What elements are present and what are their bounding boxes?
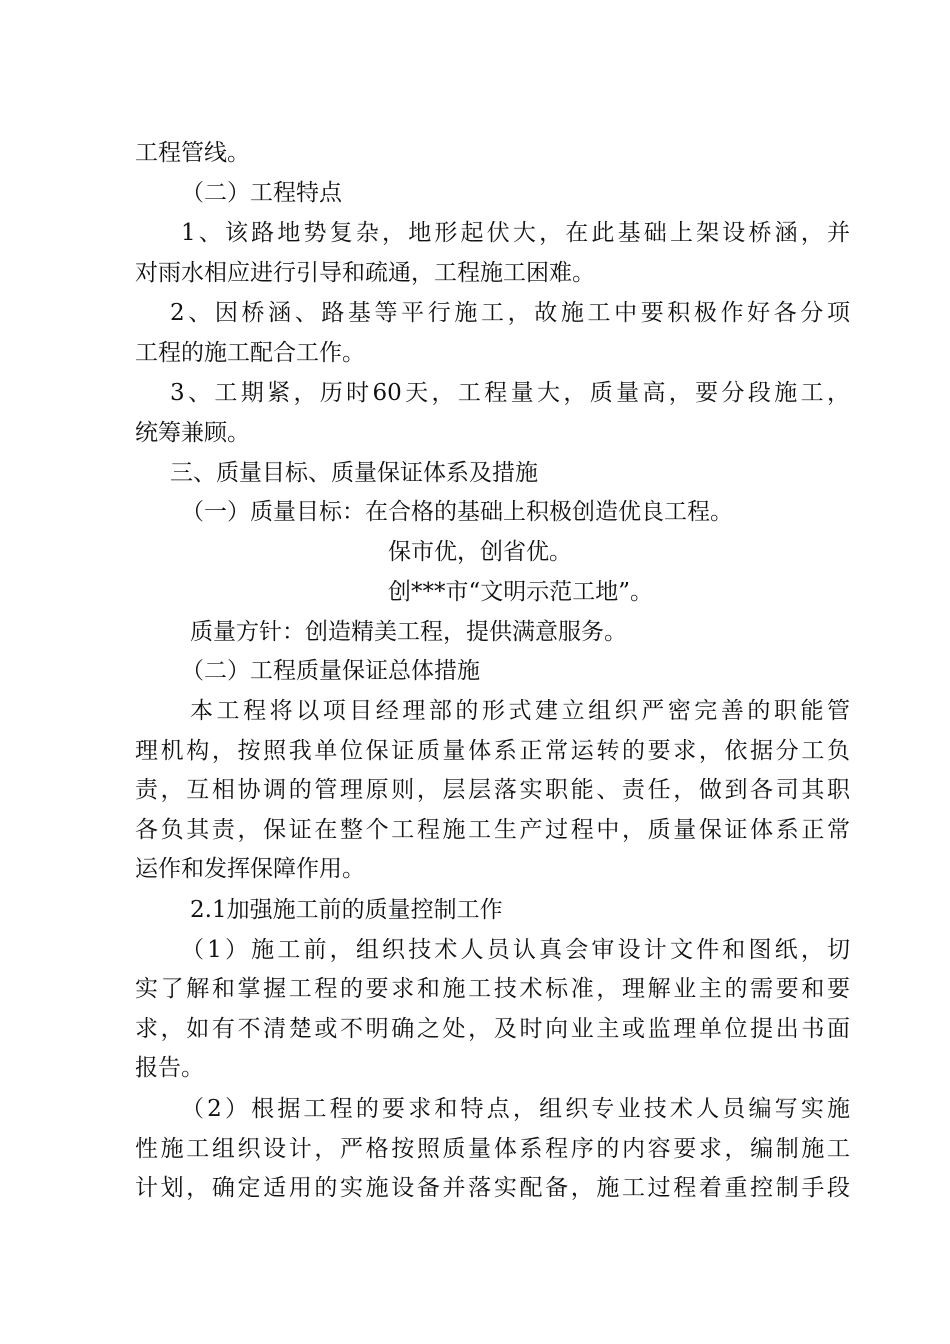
text-line: 2、因桥涵、路基等平行施工，故施工中要积极作好各分项 — [170, 300, 850, 326]
text-line: （2）根据工程的要求和特点，组织专业技术人员编写实施 — [181, 1096, 850, 1122]
text-line: 质量方针：创造精美工程，提供满意服务。 — [190, 619, 627, 645]
text-line: 工程管线。 — [135, 140, 250, 166]
section-heading: 三、质量目标、质量保证体系及措施 — [170, 460, 538, 486]
text-line: 运作和发挥保障作用。 — [135, 856, 365, 882]
text-line: 求，如有不清楚或不明确之处，及时向业主或监理单位提出书面 — [135, 1016, 850, 1042]
text-line: 责，互相协调的管理原则，层层落实职能、责任，做到各司其职 — [135, 777, 850, 803]
text-line: 1、该路地势复杂，地形起伏大，在此基础上架设桥涵，并 — [181, 220, 850, 246]
section-heading: （二）工程特点 — [181, 180, 342, 206]
text-line: 各负其责，保证在整个工程施工生产过程中，质量保证体系正常 — [135, 817, 850, 843]
section-heading: 2.1加强施工前的质量控制工作 — [190, 897, 503, 923]
text-line: （1）施工前，组织技术人员认真会审设计文件和图纸，切 — [181, 937, 850, 963]
text-line: 报告。 — [135, 1055, 204, 1081]
text-line: 创***市“文明示范工地”。 — [388, 579, 654, 605]
text-line: 保市优，创省优。 — [388, 539, 572, 565]
text-line: 实了解和掌握工程的要求和施工技术标准，理解业主的需要和要 — [135, 976, 850, 1002]
text-line: 理机构，按照我单位保证质量体系正常运转的要求，依据分工负 — [135, 738, 850, 764]
text-line: 对雨水相应进行引导和疏通，工程施工困难。 — [135, 260, 595, 286]
text-line: 本工程将以项目经理部的形式建立组织严密完善的职能管 — [190, 698, 850, 724]
text-line: 工程的施工配合工作。 — [135, 340, 365, 366]
text-line: 计划，确定适用的实施设备并落实配备，施工过程着重控制手段 — [135, 1175, 850, 1201]
text-line: 性施工组织设计，严格按照质量体系程序的内容要求，编制施工 — [135, 1136, 850, 1162]
text-line: 统筹兼顾。 — [135, 420, 250, 446]
text-line: 3、工期紧，历时60天，工程量大，质量高，要分段施工， — [170, 380, 850, 406]
text-line: （一）质量目标：在合格的基础上积极创造优良工程。 — [181, 499, 733, 525]
section-heading: （二）工程质量保证总体措施 — [181, 658, 480, 684]
